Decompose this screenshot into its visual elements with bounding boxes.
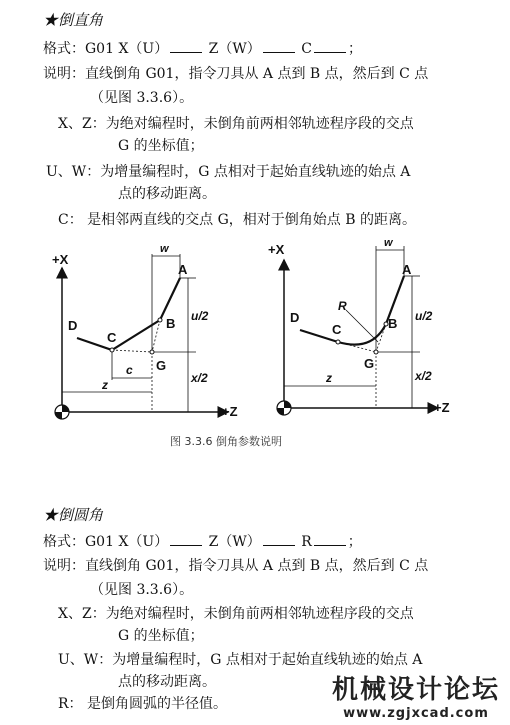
blank [170,38,202,53]
watermark-title: 机械设计论坛 [331,675,500,705]
desc-line: 说明：直线倒角 G01，指令刀具从 A 点到 B 点，然后到 C 点 [43,558,429,574]
u2-label: u/2 [415,309,433,323]
x-axis-label: +X [52,252,69,267]
r-line: R： 是倒角圆弧的半径值。 [58,696,227,712]
point-b-label: B [166,316,176,331]
watermark [332,669,500,721]
section-title-chamfer: ★倒直角 [43,11,104,29]
point-g-label: G [364,356,375,371]
blank [314,38,346,53]
desc-line: （见图 3.3.6）。 [90,90,194,106]
section-title-round: ★倒圆角 [43,506,104,524]
format-part: 格式：G01 X（U） [43,534,169,550]
blank [263,38,295,53]
blank [314,531,346,546]
z-label: z [102,378,108,392]
z-label: z [326,371,332,385]
desc-line: 说明：直线倒角 G01，指令刀具从 A 点到 B 点，然后到 C 点 [43,66,429,82]
format-part: 格式：G01 X（U） [43,41,169,57]
w-label: w [160,243,169,255]
uw-line: 点的移动距离。 [118,674,216,690]
point-c-label: C [332,322,342,337]
point-d-label: D [290,310,300,325]
x2-label: x/2 [191,371,208,385]
point-g-label: G [156,358,167,373]
format-part: C [296,41,312,57]
right-diagram [268,240,450,415]
figure-caption: 图 3.3.6 倒角参数说明 [170,435,282,448]
uw-line: U、W：为增量编程时，G 点相对于起始直线轨迹的始点 A [46,164,411,180]
xz-line: X、Z：为绝对编程时，未倒角前两相邻轨迹程序段的交点 [58,606,414,622]
blank [263,531,295,546]
point-a-label: A [178,262,188,277]
format-part: Z（W） [204,41,261,57]
watermark-url: www.zgjxcad.com [343,706,489,721]
desc-line: （见图 3.3.6）。 [90,582,194,598]
format-line-chamfer [43,38,362,59]
z-axis-label: +Z [222,404,238,419]
xz-line: G 的坐标值； [118,628,204,644]
format-part: ； [347,534,362,550]
format-line-round [43,531,362,552]
left-diagram [52,243,238,419]
chamfer-figure [0,240,510,440]
point-d-label: D [68,318,78,333]
w-label: w [384,240,393,249]
point-a-label: A [402,262,412,277]
x-axis-label: +X [268,242,285,257]
u2-label: u/2 [191,309,209,323]
format-part: ； [347,41,362,57]
c-label: c [126,363,133,377]
uw-line: U、W：为增量编程时，G 点相对于起始直线轨迹的始点 A [58,652,423,668]
point-c-label: C [107,330,117,345]
format-part: Z（W） [204,534,261,550]
r-label: R [338,299,347,313]
x2-label: x/2 [415,369,432,383]
blank [170,531,202,546]
xz-line: G 的坐标值； [118,138,204,154]
point-b-label: B [388,316,398,331]
z-axis-label: +Z [434,400,450,415]
c-line: C： 是相邻两直线的交点 G，相对于倒角始点 B 的距离。 [58,212,416,228]
format-part: R [296,534,312,550]
xz-line: X、Z：为绝对编程时，未倒角前两相邻轨迹程序段的交点 [58,116,414,132]
uw-line: 点的移动距离。 [118,186,216,202]
